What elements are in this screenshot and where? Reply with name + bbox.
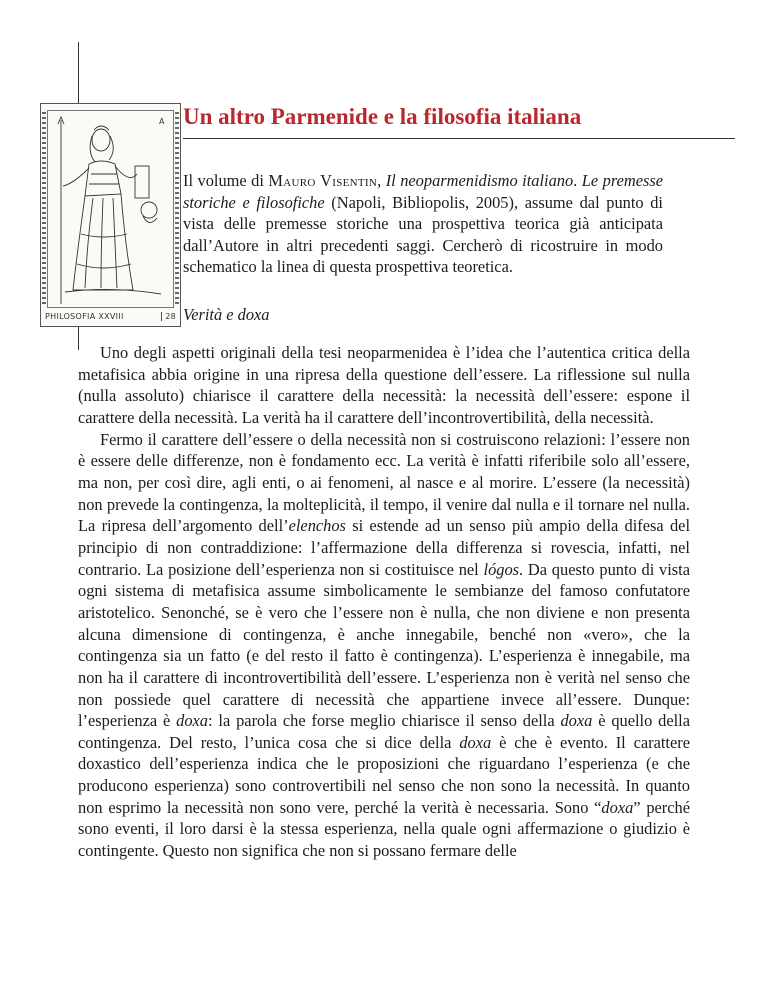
section-heading: Verità e doxa — [183, 305, 270, 324]
intro-paragraph: Il volume di Mauro Visentin, Il neoparmenidismo italiano. Le premesse storiche e filosofiche (Napoli, Bibliopolis, 2005), assume dal punto di vista delle premesse storiche una prospettiva teorica già anticipata dall’Autore in altri precedenti saggi. Cercherò di ricostruire in modo schematico la linea di questa prospettiva teoretica. — [183, 171, 664, 277]
article-title: Un altro Parmenide e la filosofia italiana — [183, 104, 582, 129]
author-name: Mauro Visentin — [268, 171, 378, 190]
border-ornament-left — [42, 112, 46, 306]
philosophy-engraving-illustration — [40, 103, 181, 327]
book-subtitle: Le premesse storiche e filosofiche — [183, 171, 664, 212]
engraving-caption-title: PHILOSOFIA XXVIII — [45, 312, 124, 321]
allegorical-figure-drawing — [51, 114, 172, 307]
title-rule-horizontal — [183, 138, 735, 139]
book-title: Il neoparmenidismo italiano — [385, 171, 574, 190]
border-ornament-right — [175, 112, 179, 306]
body-paragraph-1: Uno degli aspetti originali della tesi neoparmenidea è l’idea che l’autentica critica della metafisica abbia origine in una ripresa della questione dell’essere. La riflessione sul nulla (nulla assoluto) chiarisce il carattere della necessità: la necessità dell’essere: espone il carattere della necessità. La verità ha il carattere dell’incontrovertibilità, della necessità. — [78, 343, 690, 427]
engraving-caption — [45, 310, 176, 323]
svg-text:A: A — [159, 117, 165, 126]
engraving-caption-number: 28 — [161, 312, 176, 321]
article-body — [78, 342, 690, 862]
body-paragraph-2: Fermo il carattere dell’essere o della necessità non si costruiscono relazioni: l’essere non è essere delle differenze, non è fondamento ecc. La verità è infatti riferibile solo all’essere, ma non, per così dire, agli enti, o ai fenomeni, al nasce e al morire. L’essere (la necessità) non prevede la contingenza, la molteplicità, il tempo, il venire dal nulla e il tornare nel nulla. La ripresa dell’argomento dell’elenchos si estende ad un senso più ampio della difesa del principio di non contraddizione: l’affermazione della differenza si rovescia, infatti, nel contrario. La posizione dell’esperienza non si costituisce nel lógos. Da questo punto di vista ogni sistema di metafisica assume simbolicamente le sembianze del famoso confutatore aristotelico. Senonché, se è vero che l’essere non è nulla, che non diviene e non presenta alcuna dimensione di contingenza, è anche innegabile, benché non «vero», che la contingenza sia un fatto (e del resto il fatto è contingenza). L’esperienza è innegabile, ma non ha il carattere di incontrovertibilità dell’essere. L’esperienza non è verità nel senso che non possiede quel carattere di necessità che appartiene invece all’essere. Dunque: l’esperienza è doxa: la parola che forse meglio chiarisce il senso della doxa è quello della contingenza. Del resto, l’unica cosa che si dice della doxa è che è evento. Il carattere doxastico dell’esperienza indica che le proposizioni che riguardano l’esperienza (e che producono esperienza) sono controvertibili nel senso che non sono la necessità. In quanto non esprimo la necessità non sono vere, perché la verità è necessaria. Sono “doxa” perché sono eventi, il loro darsi è la stessa esperienza, nella quale ogni affermazione o giudizio è contingente. Questo non significa che non si possano fermare delle — [78, 429, 690, 861]
